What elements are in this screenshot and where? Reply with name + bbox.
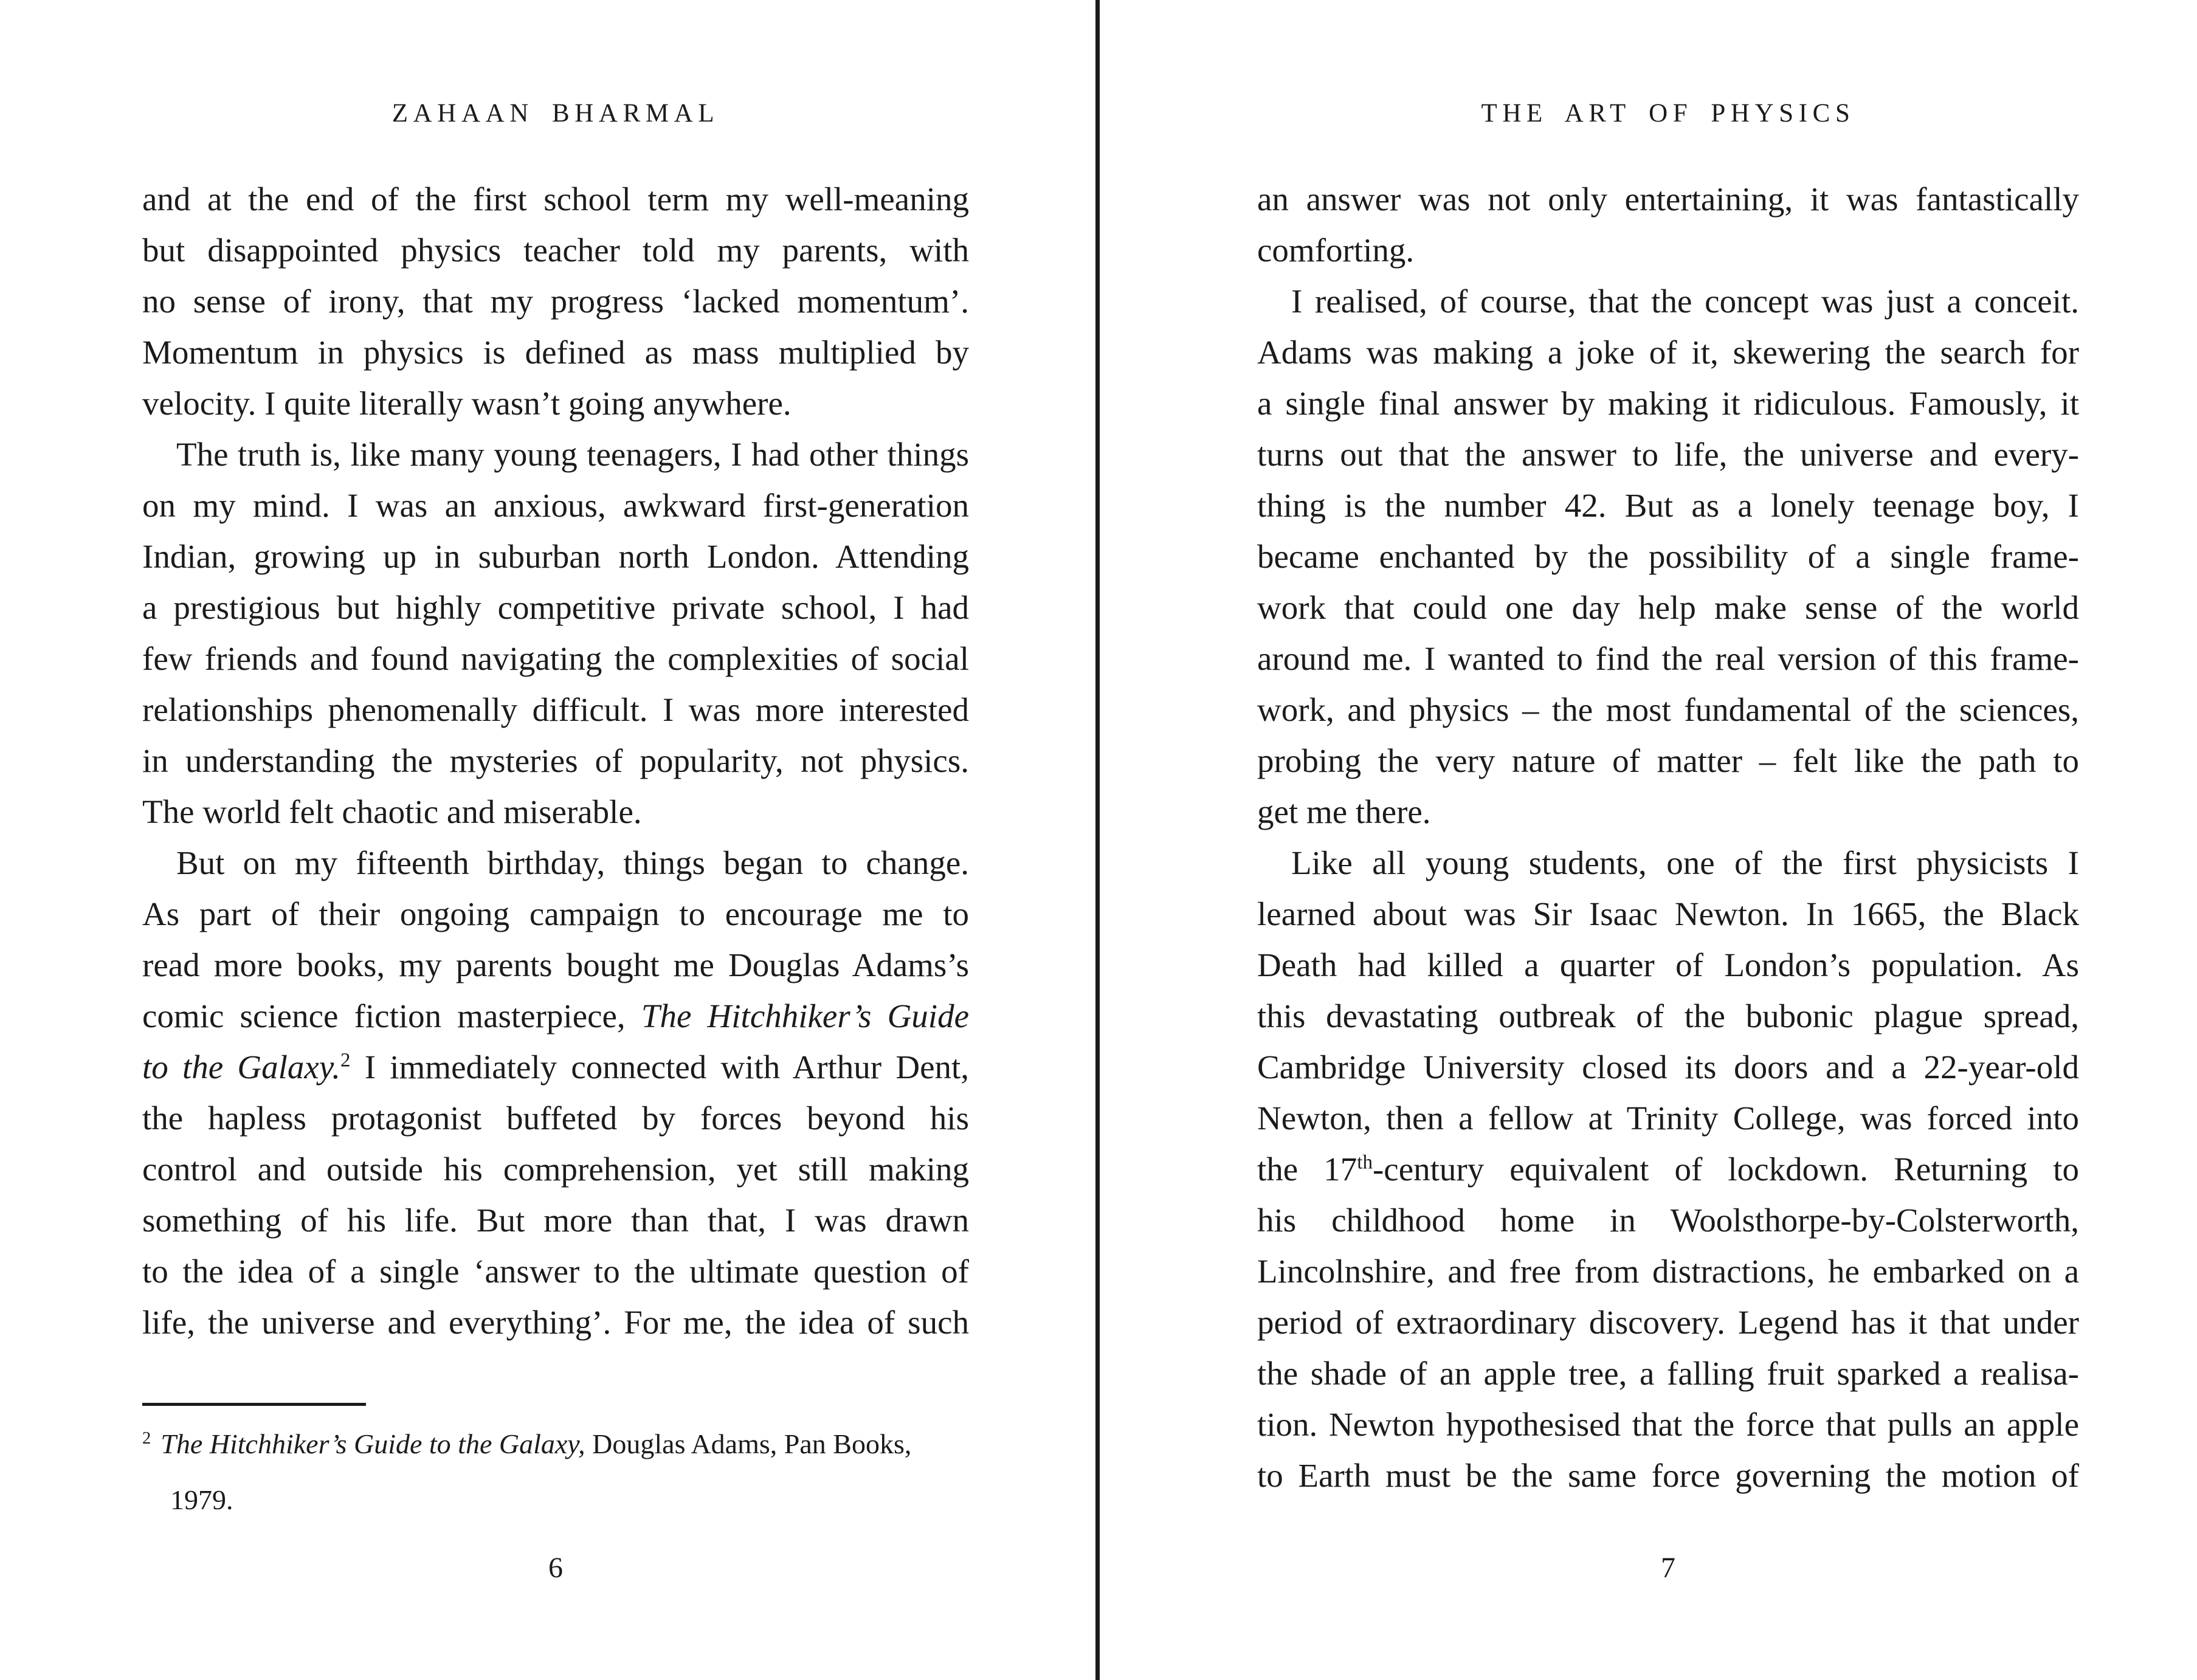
text-segment: and at the end of the first school term my well-meaning bbox=[142, 181, 969, 218]
text-segment: Douglas Adams, Pan Books, bbox=[585, 1428, 912, 1459]
text-segment: the 17 bbox=[1257, 1151, 1357, 1188]
body-line bbox=[1257, 1195, 2079, 1246]
footnote-marker: 2 bbox=[142, 1428, 151, 1448]
text-segment: I realised, of course, that the concept was just a conceit. bbox=[1291, 283, 2079, 320]
body-line bbox=[142, 633, 969, 684]
text-segment: I immediately connected with Arthur Dent, bbox=[350, 1048, 970, 1086]
body-line bbox=[1257, 1144, 2079, 1195]
body-line bbox=[142, 429, 969, 480]
text-segment: read more books, my parents bought me Douglas Adams’s bbox=[142, 946, 969, 983]
text-segment: to Earth must be the same force governing the motion of bbox=[1257, 1457, 2079, 1494]
body-line bbox=[142, 327, 969, 378]
page-number-left: 6 bbox=[548, 1552, 563, 1584]
footnote-rule bbox=[142, 1403, 366, 1406]
text-segment: 1979. bbox=[170, 1484, 233, 1515]
text-segment: But on my fifteenth birthday, things began to change. bbox=[176, 844, 969, 881]
text-segment: 2 bbox=[340, 1049, 351, 1072]
text-segment: an answer was not only entertaining, it was fantastically bbox=[1257, 181, 2079, 218]
body-line bbox=[1257, 378, 2079, 429]
body-line bbox=[1257, 531, 2079, 582]
text-segment: Momentum in physics is defined as mass multiplied by bbox=[142, 334, 969, 371]
body-line bbox=[142, 940, 969, 991]
text-segment: work that could one day help make sense of the world bbox=[1257, 589, 2079, 626]
left-page bbox=[0, 0, 1097, 1680]
body-line bbox=[1257, 838, 2079, 889]
text-segment: The world felt chaotic and miserable. bbox=[142, 793, 642, 830]
body-line bbox=[1257, 429, 2079, 480]
running-header-author: ZAHAAN BHARMAL bbox=[391, 99, 720, 128]
text-segment: learned about was Sir Isaac Newton. In 1665, the Black bbox=[1257, 895, 2079, 932]
body-line bbox=[1257, 1297, 2079, 1348]
body-line bbox=[1257, 582, 2079, 633]
body-line bbox=[142, 1093, 969, 1144]
text-segment: control and outside his comprehension, yet still making bbox=[142, 1151, 969, 1188]
footnote-text bbox=[160, 1428, 911, 1459]
text-segment: comic science fiction masterpiece, bbox=[142, 997, 641, 1035]
text-segment: Lincolnshire, and free from distractions, he embarked on a bbox=[1257, 1253, 2079, 1290]
text-segment: became enchanted by the possibility of a single frame- bbox=[1257, 538, 2079, 575]
text-segment: velocity. I quite literally wasn’t going anywhere. bbox=[142, 385, 792, 422]
body-line bbox=[1257, 1399, 2079, 1450]
text-segment: few friends and found navigating the complexities of social bbox=[142, 640, 969, 677]
text-segment: the hapless protagonist buffeted by forces beyond his bbox=[142, 1100, 969, 1137]
footnote-line bbox=[142, 1416, 969, 1472]
body-line bbox=[1257, 684, 2079, 735]
body-line bbox=[142, 1042, 969, 1093]
body-line bbox=[142, 1297, 969, 1348]
body-line bbox=[142, 225, 969, 276]
body-line bbox=[1257, 327, 2079, 378]
body-line bbox=[142, 378, 969, 429]
text-segment: around me. I wanted to find the real version of this frame- bbox=[1257, 640, 2079, 677]
text-segment: period of extraordinary discovery. Legend has it that under bbox=[1257, 1304, 2079, 1341]
text-segment: Newton, then a fellow at Trinity College, was forced into bbox=[1257, 1100, 2079, 1137]
body-line bbox=[142, 889, 969, 940]
text-segment: th bbox=[1357, 1151, 1373, 1174]
body-line bbox=[1257, 225, 2079, 276]
text-segment: tion. Newton hypothesised that the force that pulls an apple bbox=[1257, 1406, 2079, 1443]
body-line bbox=[142, 838, 969, 889]
text-segment: in understanding the mysteries of popularity, not physics. bbox=[142, 742, 969, 779]
text-segment: Cambridge University closed its doors and a 22-year-old bbox=[1257, 1048, 2079, 1086]
right-page bbox=[1100, 0, 2197, 1680]
body-line bbox=[1257, 889, 2079, 940]
body-line bbox=[1257, 940, 2079, 991]
text-segment: get me there. bbox=[1257, 793, 1431, 830]
text-segment: Adams was making a joke of it, skewering the search for bbox=[1257, 334, 2079, 371]
text-segment: work, and physics – the most fundamental of the sciences, bbox=[1257, 691, 2079, 728]
footnote-line bbox=[142, 1472, 969, 1528]
text-segment: comforting. bbox=[1257, 232, 1415, 269]
body-line bbox=[1257, 276, 2079, 327]
text-segment: the shade of an apple tree, a falling fruit sparked a realisa- bbox=[1257, 1355, 2079, 1392]
body-line bbox=[142, 991, 969, 1042]
body-line bbox=[1257, 1348, 2079, 1399]
body-line bbox=[142, 1246, 969, 1297]
left-body-text bbox=[142, 174, 969, 1348]
text-segment: As part of their ongoing campaign to encourage me to bbox=[142, 895, 969, 932]
text-segment: relationships phenomenally difficult. I was more interested bbox=[142, 691, 969, 728]
body-line bbox=[1257, 1450, 2079, 1501]
text-segment: -century equivalent of lockdown. Returning to bbox=[1372, 1151, 2079, 1188]
text-segment: turns out that the answer to life, the universe and every- bbox=[1257, 436, 2079, 473]
text-segment: Indian, growing up in suburban north London. Attending bbox=[142, 538, 969, 575]
body-line bbox=[142, 684, 969, 735]
body-line bbox=[142, 531, 969, 582]
body-line bbox=[142, 735, 969, 787]
text-segment: probing the very nature of matter – felt like the path to bbox=[1257, 742, 2079, 779]
footnote bbox=[142, 1416, 969, 1528]
text-segment: The Hitchhiker’s Guide to the Galaxy, bbox=[160, 1428, 585, 1459]
text-segment: his childhood home in Woolsthorpe-by-Colsterworth, bbox=[1257, 1202, 2079, 1239]
page-number-right: 7 bbox=[1661, 1552, 1675, 1584]
text-segment: The Hitchhiker’s Guide bbox=[641, 997, 969, 1035]
text-segment: this devastating outbreak of the bubonic plague spread, bbox=[1257, 997, 2079, 1035]
body-line bbox=[1257, 787, 2079, 838]
body-line bbox=[142, 1195, 969, 1246]
body-line bbox=[142, 787, 969, 838]
text-segment: to the idea of a single ‘answer to the ultimate question of bbox=[142, 1253, 969, 1290]
text-segment: a prestigious but highly competitive private school, I had bbox=[142, 589, 969, 626]
text-segment: on my mind. I was an anxious, awkward first-generation bbox=[142, 487, 969, 524]
body-line bbox=[1257, 174, 2079, 225]
text-segment: Like all young students, one of the first physicists I bbox=[1291, 844, 2079, 881]
running-header-title: THE ART OF PHYSICS bbox=[1481, 99, 1855, 128]
body-line bbox=[1257, 480, 2079, 531]
body-line bbox=[1257, 633, 2079, 684]
body-line bbox=[1257, 735, 2079, 787]
body-line bbox=[142, 174, 969, 225]
body-line bbox=[1257, 991, 2079, 1042]
body-line bbox=[142, 480, 969, 531]
text-segment: no sense of irony, that my progress ‘lacked momentum’. bbox=[142, 283, 969, 320]
body-line bbox=[1257, 1246, 2079, 1297]
text-segment: thing is the number 42. But as a lonely teenage boy, I bbox=[1257, 487, 2079, 524]
text-segment: something of his life. But more than that, I was drawn bbox=[142, 1202, 969, 1239]
text-segment: to the Galaxy. bbox=[142, 1048, 340, 1086]
text-segment: a single final answer by making it ridiculous. Famously, it bbox=[1257, 385, 2079, 422]
footnote-text bbox=[170, 1484, 233, 1515]
text-segment: The truth is, like many young teenagers, I had other things bbox=[176, 436, 969, 473]
body-line bbox=[142, 276, 969, 327]
body-line bbox=[1257, 1093, 2079, 1144]
text-segment: but disappointed physics teacher told my parents, with bbox=[142, 232, 969, 269]
right-body-text bbox=[1257, 174, 2079, 1501]
body-line bbox=[142, 582, 969, 633]
body-line bbox=[1257, 1042, 2079, 1093]
text-segment: life, the universe and everything’. For me, the idea of such bbox=[142, 1304, 969, 1341]
text-segment: Death had killed a quarter of London’s population. As bbox=[1257, 946, 2079, 983]
body-line bbox=[142, 1144, 969, 1195]
